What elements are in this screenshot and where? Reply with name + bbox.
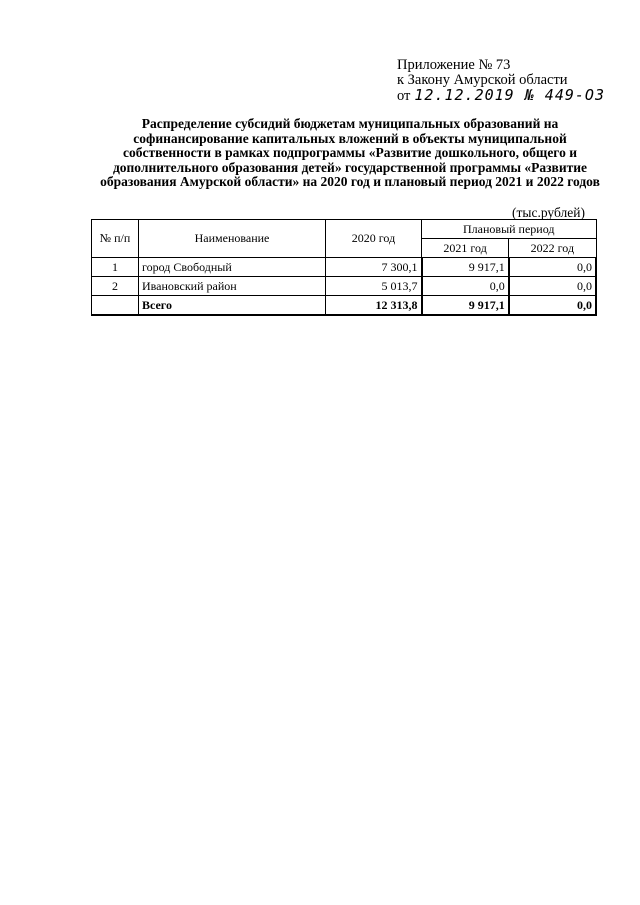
header-plan-period: Плановый период (422, 220, 597, 239)
cell-2020: 5 013,7 (326, 277, 422, 296)
cell-total-2020: 12 313,8 (326, 296, 422, 316)
subsidy-table (91, 219, 597, 316)
cell-2021: 9 917,1 (422, 258, 509, 277)
header-2022: 2022 год (509, 239, 596, 258)
appendix-date-prefix: от (397, 88, 411, 104)
cell-total-label: Всего (139, 296, 326, 316)
handwritten-date-number: 12.12.2019 № 449-ОЗ (414, 86, 605, 104)
header-name: Наименование (139, 220, 326, 258)
cell-total-2021: 9 917,1 (422, 296, 509, 316)
cell-2020: 7 300,1 (326, 258, 422, 277)
table-row (92, 258, 597, 277)
appendix-law: к Закону Амурской области (397, 72, 568, 88)
header-2020: 2020 год (326, 220, 422, 258)
unit-label: (тыс.рублей) (512, 205, 585, 220)
header-2021: 2021 год (422, 239, 509, 258)
table-row (92, 277, 597, 296)
document-title: Распределение субсидий бюджетам муниципальных образований на софинансирование капитальных вложений в объекты муниципальной собственности в рамках подпрограммы «Развитие дошкольного, общего и дополнительного образования детей» государственной программы «Развитие образования Амурской области» на 2020 год и плановый период 2021 и 2022 годов (100, 116, 600, 190)
cell-2022: 0,0 (509, 277, 596, 296)
cell-2021: 0,0 (422, 277, 509, 296)
table-total-row (92, 296, 597, 316)
cell-num (92, 296, 139, 316)
cell-num: 1 (92, 258, 139, 277)
header-num: № п/п (92, 220, 139, 258)
cell-total-2022: 0,0 (509, 296, 596, 316)
appendix-number: Приложение № 73 (397, 57, 511, 73)
appendix-header (397, 58, 627, 104)
cell-2022: 0,0 (509, 258, 596, 277)
cell-name: Ивановский район (139, 277, 326, 296)
table-header-row (92, 220, 597, 239)
cell-name: город Свободный (139, 258, 326, 277)
cell-num: 2 (92, 277, 139, 296)
appendix-date-line (397, 88, 627, 104)
